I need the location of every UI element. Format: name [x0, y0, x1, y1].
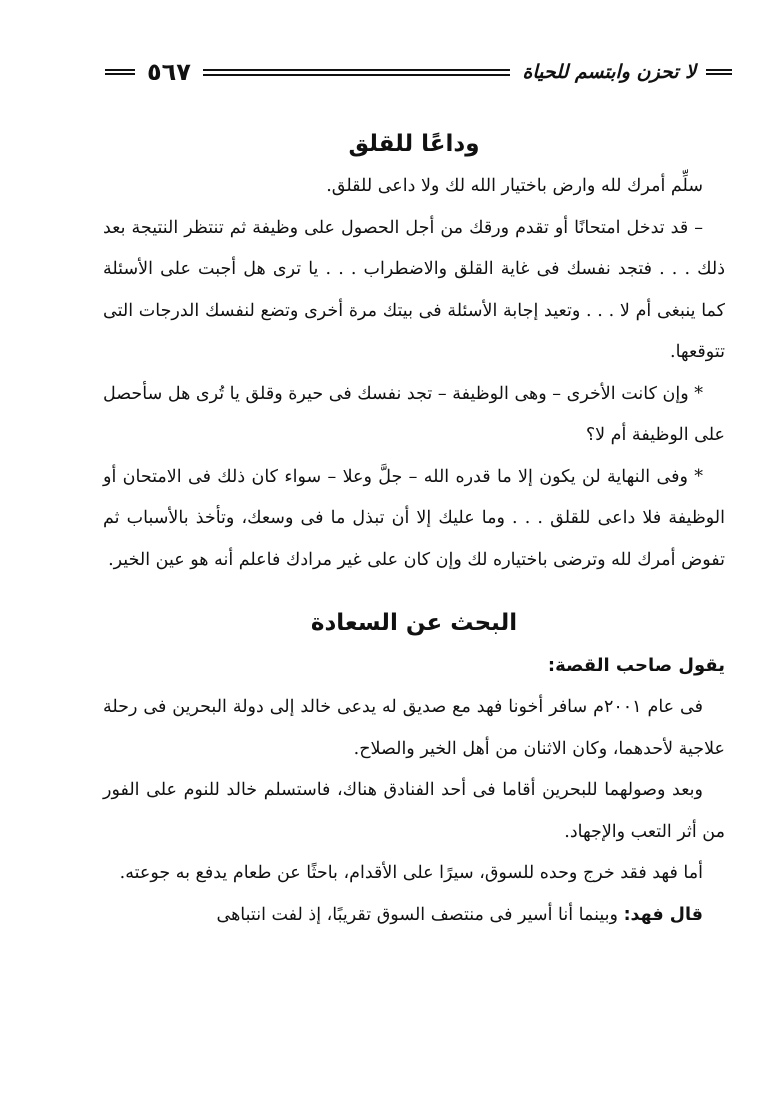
story-narrator-subhead: يقول صاحب القصة: — [547, 655, 725, 676]
header-rule — [203, 69, 510, 76]
paragraph: * وفى النهاية لن يكون إلا ما قدره الله – جلَّ وعلا – سواء كان ذلك فى الامتحان أو الوظيفة فلا داعى للقلق . . . وما عليك إلا أن تبذل ما فى وسعك، وتأخذ بالأسباب ثم تفوض أمرك لله وترضى باختياره لك وإن كان على غير مرادك فاعلم أنه هو عين الخير. — [103, 466, 725, 570]
section-heading-search-happiness: البحث عن السعادة — [310, 610, 518, 636]
paragraph: أما فهد فقد خرج وحده للسوق، سيرًا على الأقدام، باحثًا عن طعام يدفع به جوعته. — [119, 863, 703, 883]
header-ornament-left — [105, 69, 135, 75]
header-ornament-right — [706, 69, 732, 75]
page-number: ٥٦٧ — [147, 58, 191, 86]
book-title: لا تحزن وابتسم للحياة — [522, 61, 696, 83]
paragraph: فى عام ٢٠٠١م سافر أخونا فهد مع صديق له يدعى خالد إلى دولة البحرين فى رحلة علاجية لأحدهما، وكان الاثنان من أهل الخير والصلاح. — [103, 697, 725, 759]
section-heading-farewell-anxiety: وداعًا للقلق — [348, 131, 480, 157]
speaker-label: قال فهد: — [623, 904, 703, 925]
paragraph: وبعد وصولهما للبحرين أقاما فى أحد الفنادق هناك، فاستسلم خالد للنوم على الفور من أثر التعب والإجهاد. — [103, 780, 725, 842]
running-header — [105, 52, 732, 92]
paragraph — [103, 895, 725, 937]
paragraph: * وإن كانت الأخرى – وهى الوظيفة – تجد نفسك فى حيرة وقلق يا تُرى هل سأحصل على الوظيفة أم لا؟ — [103, 383, 725, 445]
paragraph: – قد تدخل امتحانًا أو تقدم ورقك من أجل الحصول على وظيفة ثم تنتظر النتيجة بعد ذلك . . . فتجد نفسك فى غاية القلق والاضطراب . . . يا ترى هل أجبت على الأسئلة كما ينبغى أم لا . . . وتعيد إجابة الأسئلة فى بيتك مرة أخرى وتضع لنفسك الدرجات التى تتوقعها. — [103, 217, 725, 362]
paragraph: سلِّم أمرك لله وارض باختيار الله لك ولا داعى للقلق. — [326, 176, 703, 196]
paragraph-text: وبينما أنا أسير فى منتصف السوق تقريبًا، إذ لفت انتباهى — [216, 904, 624, 925]
page-content — [103, 122, 725, 936]
